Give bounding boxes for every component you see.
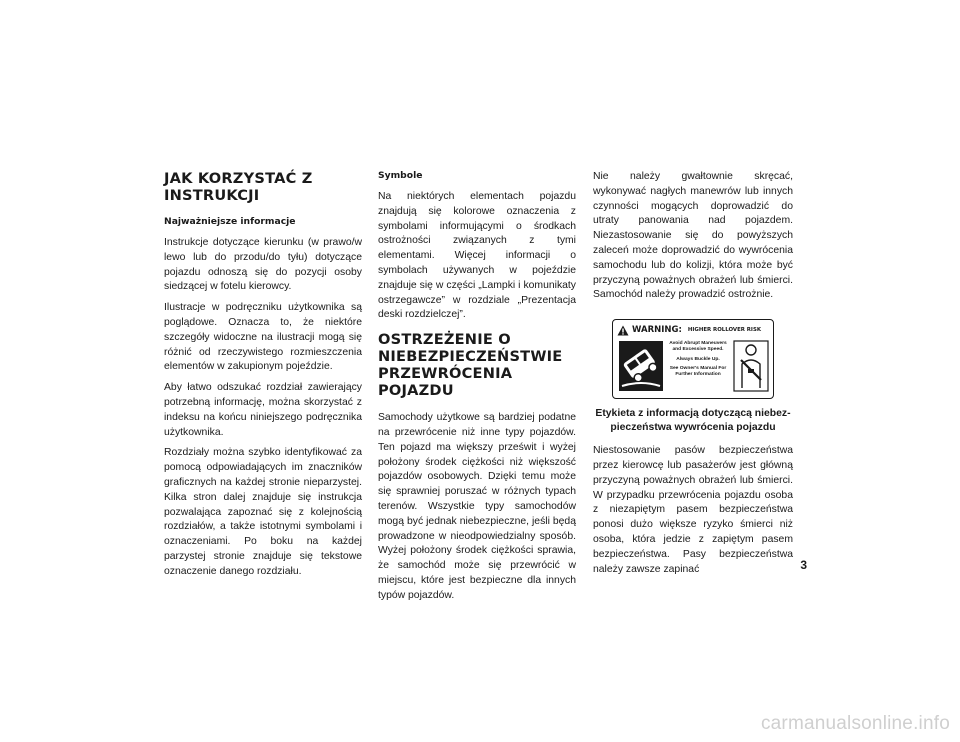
paragraph: Nie należy gwałtownie skręcać, wykonywać nagłych manewrów lub innych czynności mogących doprowadzić do utraty panowania nad pojazdem. Niezastosowanie się do powyższych zaleceń może doprowadzić do wywrócenia samochodu lub do kolizji, która może być przyczyną poważnych obrażeń lub śmierci. Samochód należy prowadzić ostrożnie.: [593, 171, 793, 301]
label-line: See Owner's Manual For Further Information: [669, 365, 727, 377]
label-line: Avoid Abrupt Maneuvers and Excessive Speed.: [669, 341, 727, 353]
paragraph: Aby łatwo odszukać rozdział zawierający potrzebną informację, można skorzystać z indeksu na końcu niniejszego podręcznika użytkownika.: [164, 382, 362, 438]
warning-triangle-icon: [617, 325, 629, 336]
watermark: carmanualsonline.info: [760, 713, 950, 734]
section-heading-rollover-warning: OSTRZEŻENIE O NIEBEZPIECZEŃSTWIE PRZEWRÓCENIA POJAZDU: [378, 331, 563, 400]
label-warning-word: WARNING:: [632, 325, 682, 336]
column-left: [164, 170, 362, 586]
column-right: [593, 170, 793, 583]
paragraph: Ilustracje w podręczniku użytkownika są poglądowe. Oznacza to, że niektóre szczegóły widoczne na ilustracji mogą się różnić od rzeczywistego rozmieszczenia elementów w zakupionym pojeździe.: [164, 302, 362, 373]
label-line: Always Buckle Up.: [676, 356, 720, 362]
label-risk-text: HIGHER ROLLOVER RISK: [687, 327, 762, 334]
seatbelt-icon: [733, 340, 769, 392]
paragraph: Rozdziały można szybko identyfikować za pomocą odpowiadających im znaczników graficznych na każdej stronie nieparzystej. Kilka stron dalej znajduje się instrukcja pozwalająca zapoznać się z kolejnością rozdziałów, a także istotnymi symbolami i oznaczeniami. Po boku na każdej parzystej stronie znajduje się tekstowe oznaczenie danego rozdziału.: [164, 447, 362, 577]
subheading-important-info: Najważniejsze informacje: [164, 216, 296, 227]
rollover-warning-label: [612, 319, 774, 399]
label-header: [617, 323, 769, 337]
column-middle: [378, 170, 576, 610]
paragraph: Instrukcje dotyczące kierunku (w prawo/w lewo lub do przodu/do tyłu) dotyczące pojazdu odnoszą się do pozycji osoby siedzącej w fotelu kierowcy.: [164, 237, 362, 293]
paragraph: Na niektórych elementach pojazdu znajdują się kolorowe oznaczenia z symbolami informującymi o środkach ostrożności związanych z tymi elementami. Więcej informacji o symbolach używanych w pojeździe znajduje się w części „Lampki i komunikaty ostrzegawcze” w rozdziale „Prezentacja deski rozdzielczej”.: [378, 191, 576, 321]
paragraph: Samochody użytkowe są bardziej podatne na przewrócenie niż inne typy pojazdów. Ten pojazd ma większy prześwit i wyżej położony środek ciężkości niż większość pojazdów osobowych. Dzięki temu może się sprawniej poruszać w różnych typach terenów. Wszystkie typy samochodów mogą być jednak niebezpieczne, jeśli będą prowadzone w nieodpowiedzialny sposób. Wyżej położony środek ciężkości sprawia, że samochód może się przewrócić w miejscu, które jest bezpieczne dla innych typów pojazdów.: [378, 412, 576, 601]
page-number: 3: [800, 558, 807, 572]
subheading-symbols: Symbole: [378, 170, 423, 181]
paragraph: Niestosowanie pasów bezpieczeństwa przez kierowcę lub pasażerów jest główną przyczyną poważnych obrażeń lub śmierci. W przypadku przewrócenia pojazdu osoba z niezapiętym pasem bezpieczeństwa ponosi dużo większe ryzyko śmierci niż osoba, która jedzie z zapiętym pasem bezpieczeństwa. Pasy bezpieczeństwa należy zawsze zapinać: [593, 445, 793, 575]
rollover-vehicle-icon: [618, 340, 664, 392]
label-instructions: [666, 341, 730, 381]
section-heading-how-to-use: JAK KORZYSTAĆ Z INSTRUKCJI: [164, 170, 313, 204]
figure-caption: Etykieta z informacją dotyczącą niebezpieczeństwa wywrócenia pojazdu: [595, 408, 791, 434]
